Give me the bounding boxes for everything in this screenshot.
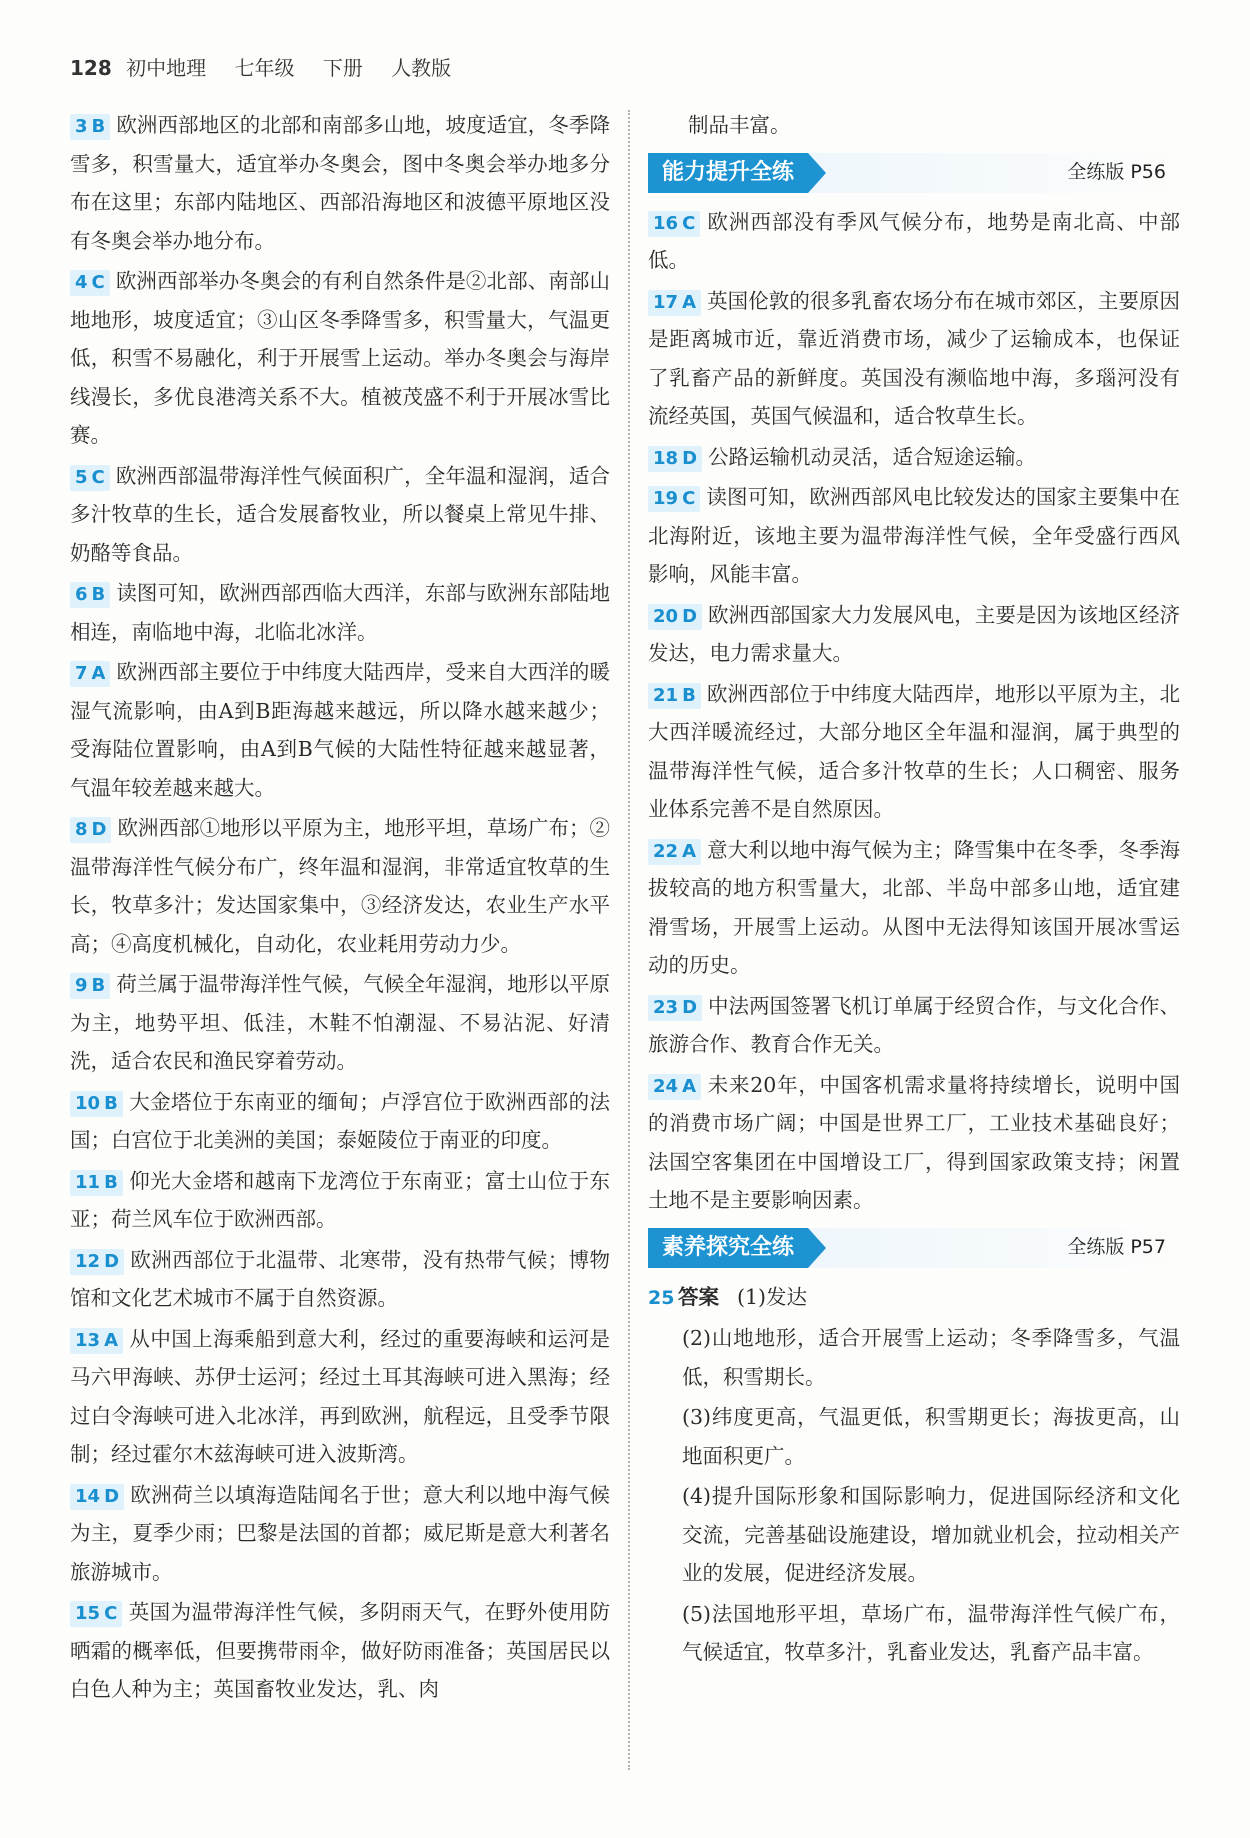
- explanation-text: 欧洲西部国家大力发展风电，主要是因为该地区经济发达，电力需求量大。: [648, 602, 1180, 665]
- column-divider: [628, 110, 630, 1770]
- page-number: 128: [70, 56, 112, 80]
- answer-item-12: [70, 1241, 610, 1318]
- explanation-text: 欧洲荷兰以填海造陆闻名于世；意大利以地中海气候为主，夏季少雨；巴黎是法国的首都；威尼斯是意大利著名旅游城市。: [70, 1482, 610, 1584]
- section-header-literacy: [648, 1228, 1180, 1268]
- answer-item-25: [648, 1278, 1180, 1318]
- question-number-badge: 11 B: [70, 1170, 123, 1196]
- answer-item-23: [648, 987, 1180, 1064]
- answer-part-4: (4)提升国际形象和国际影响力，促进国际经济和文化交流，完善基础设施建设，增加就业机会，拉动相关产业的发展，促进经济发展。: [682, 1484, 1180, 1585]
- question-number-badge: 14 D: [70, 1484, 124, 1510]
- volume-label: 下册: [322, 56, 363, 80]
- explanation-text: 欧洲西部①地形以平原为主，地形平坦，草场广布；②温带海洋性气候分布广，终年温和湿润，非常适宜牧草的生长，牧草多汁；发达国家集中，③经济发达，农业生产水平高；④高度机械化，自动化，农业耗用劳动力少。: [70, 816, 610, 956]
- answer-item-16: [648, 203, 1180, 280]
- answer-item-14: [70, 1476, 610, 1592]
- answer-item-4: [70, 262, 610, 455]
- explanation-text: 仰光大金塔和越南下龙湾位于东南亚；富士山位于东亚；荷兰风车位于欧洲西部。: [70, 1168, 610, 1231]
- explanation-text: 大金塔位于东南亚的缅甸；卢浮宫位于欧洲西部的法国；白宫位于北美洲的美国；泰姬陵位于南亚的印度。: [70, 1089, 610, 1152]
- section-title: 素养探究全练: [648, 1228, 808, 1268]
- explanation-text: 意大利以地中海气候为主；降雪集中在冬季，冬季海拔较高的地方积雪量大，北部、半岛中部多山地，适宜建滑雪场，开展雪上运动。从图中无法得知该国开展冰雪运动的历史。: [648, 837, 1180, 977]
- answer-item-8: [70, 809, 610, 963]
- explanation-text: 欧洲西部位于北温带、北寒带，没有热带气候；博物馆和文化艺术城市不属于自然资源。: [70, 1247, 610, 1310]
- explanation-text: 欧洲西部温带海洋性气候面积广，全年温和湿润，适合多汁牧草的生长，适合发展畜牧业，所以餐桌上常见牛排、奶酪等食品。: [70, 463, 610, 565]
- answer-item-7: [70, 653, 610, 807]
- answer-item-5: [70, 457, 610, 573]
- question-number-badge: 7 A: [70, 661, 110, 687]
- question-number-badge: 10 B: [70, 1091, 123, 1117]
- section-title: 能力提升全练: [648, 153, 808, 193]
- question-number-badge: 18 D: [648, 446, 702, 472]
- question-number-badge: 12 D: [70, 1249, 124, 1275]
- page-header: [70, 52, 473, 81]
- question-number-badge: 8 D: [70, 817, 111, 843]
- question-number-badge: 22 A: [648, 839, 701, 865]
- question-number-badge: 19 C: [648, 486, 700, 512]
- edition-label: 人教版: [391, 56, 452, 80]
- question-number-badge: 15 C: [70, 1601, 122, 1627]
- left-column: [70, 106, 610, 1711]
- grade-label: 七年级: [234, 56, 295, 80]
- question-number-badge: 20 D: [648, 604, 702, 630]
- explanation-text: 读图可知，欧洲西部风电比较发达的国家主要集中在北海附近，该地主要为温带海洋性气候，全年受盛行西风影响，风能丰富。: [648, 485, 1180, 586]
- question-number-badge: 9 B: [70, 973, 110, 999]
- explanation-text: 未来20年，中国客机需求量将持续增长，说明中国的消费市场广阔；中国是世界工厂，工业技术基础良好；法国空客集团在中国增设工厂，得到国家政策支持；闲置土地不是主要影响因素。: [648, 1072, 1180, 1212]
- answer-item-20: [648, 596, 1180, 673]
- explanation-text: 荷兰属于温带海洋性气候，气候全年湿润，地形以平原为主，地势平坦、低洼，木鞋不怕潮湿、不易沾泥、好清洗，适合农民和渔民穿着劳动。: [70, 972, 610, 1073]
- answer-item-10: [70, 1083, 610, 1160]
- question-number-badge: 17 A: [648, 290, 701, 316]
- continuation-text: 制品丰富。: [688, 113, 791, 137]
- explanation-text: 欧洲西部举办冬奥会的有利自然条件是②北部、南部山地地形，坡度适宜；③山区冬季降雪多，积雪量大，气温更低，积雪不易融化，利于开展雪上运动。举办冬奥会与海岸线漫长，多优良港湾关系不大。植被茂盛不利于开展冰雪比赛。: [70, 269, 610, 447]
- explanation-text: 公路运输机动灵活，适合短途运输。: [708, 444, 1037, 469]
- answer-item-15: [70, 1593, 610, 1709]
- answer-item-13: [70, 1320, 610, 1474]
- answer-item-9: [70, 965, 610, 1081]
- section-page-ref: 全练版 P56: [1067, 161, 1166, 184]
- answer-item-19: [648, 478, 1180, 594]
- explanation-text: 欧洲西部主要位于中纬度大陆西岸，受来自大西洋的暖湿气流影响，由A到B距海越来越远，所以降水越来越少；受海陆位置影响，由A到B气候的大陆性特征越来越显著，气温年较差越来越大。: [70, 660, 610, 800]
- question-number-badge: 5 C: [70, 465, 110, 491]
- question-number-badge: 21 B: [648, 683, 701, 709]
- explanation-text: 欧洲西部没有季风气候分布，地势是南北高、中部低。: [648, 209, 1180, 272]
- answer-label: 答案: [678, 1284, 719, 1309]
- explanation-text: 欧洲西部地区的北部和南部多山地，坡度适宜，冬季降雪多，积雪量大，适宜举办冬奥会，图中冬奥会举办地多分布在这里；东部内陆地区、西部沿海地区和波德平原地区没有冬奥会举办地分布。: [70, 113, 610, 253]
- answer-part-2: (2)山地地形，适合开展雪上运动；冬季降雪多，气温低，积雪期长。: [682, 1326, 1180, 1389]
- question-number-badge: 6 B: [70, 582, 110, 608]
- answer-item-11: [70, 1162, 610, 1239]
- question-number-badge: 13 A: [70, 1328, 123, 1354]
- question-number-badge: 24 A: [648, 1074, 701, 1100]
- question-number-badge: 23 D: [648, 995, 702, 1021]
- question-number-badge: 3 B: [70, 114, 110, 140]
- answer-item-22: [648, 831, 1180, 985]
- answer-item-21: [648, 675, 1180, 829]
- answer-item-6: [70, 574, 610, 651]
- question-number-badge: 4 C: [70, 270, 110, 296]
- answer-part-3: (3)纬度更高，气温更低，积雪期更长；海拔更高，山地面积更广。: [682, 1405, 1180, 1468]
- answer-item-24: [648, 1066, 1180, 1220]
- subject-label: 初中地理: [126, 56, 207, 80]
- explanation-text: 从中国上海乘船到意大利，经过的重要海峡和运河是马六甲海峡、苏伊士运河；经过土耳其海峡可进入黑海；经过白令海峡可进入北冰洋，再到欧洲，航程远，且受季节限制；经过霍尔木兹海峡可进入波斯湾。: [70, 1326, 610, 1466]
- answer-part-5: (5)法国地形平坦，草场广布，温带海洋性气候广布，气候适宜，牧草多汁，乳畜业发达，乳畜产品丰富。: [682, 1601, 1180, 1664]
- answer-part-1: (1)发达: [737, 1284, 808, 1309]
- explanation-text: 英国伦敦的很多乳畜农场分布在城市郊区，主要原因是距离城市近，靠近消费市场，减少了运输成本，也保证了乳畜产品的新鲜度。英国没有濒临地中海，多瑙河没有流经英国，英国气候温和，适合牧草生长。: [648, 288, 1180, 428]
- section-page-ref: 全练版 P57: [1067, 1236, 1166, 1259]
- answer-item-17: [648, 282, 1180, 436]
- explanation-text: 读图可知，欧洲西部西临大西洋，东部与欧洲东部陆地相连，南临地中海，北临北冰洋。: [70, 581, 610, 644]
- answer-item-3: [70, 106, 610, 260]
- question-number: 25: [648, 1286, 675, 1309]
- explanation-text: 英国为温带海洋性气候，多阴雨天气，在野外使用防晒霜的概率低，但要携带雨伞，做好防雨准备；英国居民以白色人种为主；英国畜牧业发达，乳、肉: [70, 1600, 610, 1701]
- explanation-text: 欧洲西部位于中纬度大陆西岸，地形以平原为主，北大西洋暖流经过，大部分地区全年温和湿润，属于典型的温带海洋性气候，适合多汁牧草的生长；人口稠密、服务业体系完善不是自然原因。: [648, 681, 1180, 821]
- right-column: [648, 106, 1180, 1674]
- explanation-text: 中法两国签署飞机订单属于经贸合作，与文化合作、旅游合作、教育合作无关。: [648, 993, 1180, 1056]
- answer-item-18: [648, 438, 1180, 477]
- question-number-badge: 16 C: [648, 211, 700, 237]
- section-header-ability: [648, 153, 1180, 193]
